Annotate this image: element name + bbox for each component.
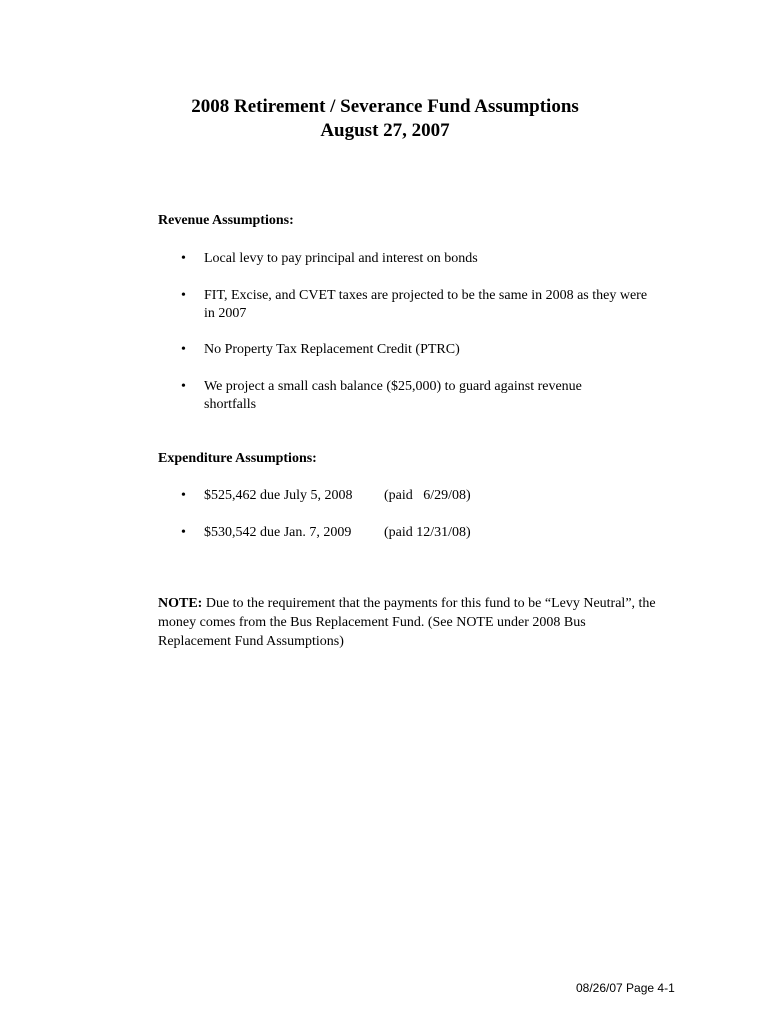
note-paragraph <box>158 594 658 651</box>
bullet-icon: • <box>181 288 186 303</box>
bullet-icon: • <box>181 342 186 357</box>
revenue-assumptions-heading: Revenue Assumptions: <box>158 213 294 228</box>
expenditure-item-paid: (paid 12/31/08) <box>384 525 471 540</box>
revenue-item: We project a small cash balance ($25,000) to guard against revenue shortfalls <box>204 379 582 412</box>
document-date: August 27, 2007 <box>320 120 450 141</box>
revenue-item: FIT, Excise, and CVET taxes are projected to be the same in 2008 as they were in 2007 <box>204 288 648 321</box>
note-text: Due to the requirement that the payments for this fund to be “Levy Neutral”, the money comes from the Bus Replacement Fund. (See NOTE under 2008 Bus Replacement Fund Assumptions) <box>158 596 656 649</box>
note-label: NOTE: <box>158 596 203 611</box>
revenue-item: Local levy to pay principal and interest on bonds <box>204 251 478 266</box>
bullet-icon: • <box>181 525 186 540</box>
bullet-icon: • <box>181 251 186 266</box>
expenditure-item-paid: (paid 6/29/08) <box>384 488 471 503</box>
revenue-item: No Property Tax Replacement Credit (PTRC) <box>204 342 460 357</box>
bullet-icon: • <box>181 488 186 503</box>
expenditure-item-amount: $525,462 due July 5, 2008 <box>204 488 353 503</box>
expenditure-assumptions-heading: Expenditure Assumptions: <box>158 451 317 466</box>
expenditure-item-amount: $530,542 due Jan. 7, 2009 <box>204 525 352 540</box>
bullet-icon: • <box>181 379 186 394</box>
document-title: 2008 Retirement / Severance Fund Assumptions <box>191 96 579 117</box>
page-footer: 08/26/07 Page 4-1 <box>576 981 675 995</box>
